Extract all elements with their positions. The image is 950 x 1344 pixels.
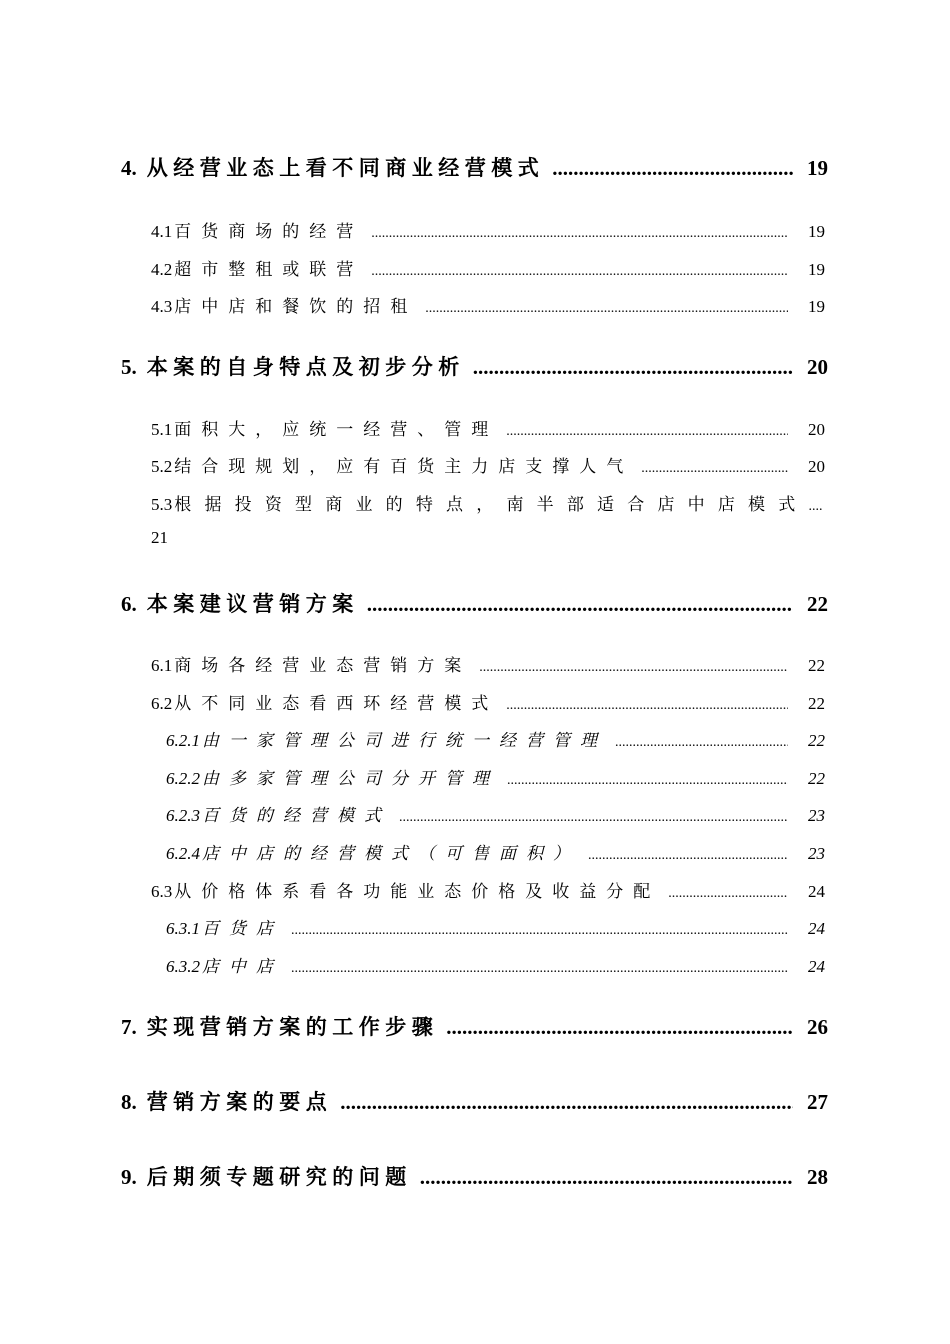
dot-leader: .... [808, 499, 823, 514]
toc-page: 21 [151, 528, 168, 547]
toc-number: 5. [121, 355, 137, 379]
toc-number: 6.2.1 [166, 731, 200, 750]
toc-page: 20 [808, 420, 825, 439]
toc-number: 6.2.3 [166, 806, 200, 825]
dot-leader [371, 226, 788, 242]
toc-title: 从价格体系看各功能业态价格及收益分配 [174, 882, 661, 901]
toc-title: 后期须专题研究的问题 [146, 1165, 412, 1189]
toc-number: 4.1 [151, 222, 173, 241]
toc-page: 27 [807, 1090, 828, 1114]
toc-page: 24 [808, 882, 825, 901]
dot-leader [668, 886, 788, 902]
toc-page: 24 [808, 919, 825, 938]
toc-page: 20 [807, 355, 828, 379]
toc-title: 商场各经营业态营销方案 [174, 656, 472, 675]
toc-page: 24 [808, 957, 825, 976]
toc-title: 店中店的经营模式（可售面积） [202, 844, 580, 863]
toc-number: 6.1 [151, 656, 173, 675]
toc-number: 4.2 [151, 260, 173, 279]
toc-title: 店中店 [202, 957, 283, 976]
toc-title: 由多家管理公司分开管理 [202, 769, 499, 788]
dot-leader [446, 1015, 793, 1040]
toc-number: 6.3.1 [166, 919, 200, 938]
toc-page: 22 [808, 694, 825, 713]
dot-leader [506, 424, 788, 440]
toc-title: 从经营业态上看不同商业经营模式 [146, 156, 545, 180]
toc-number: 6.2.2 [166, 769, 200, 788]
toc-number: 6.2 [151, 694, 173, 713]
toc-title: 本案建议营销方案 [146, 592, 359, 616]
dot-leader [371, 264, 788, 280]
dot-leader [473, 355, 793, 380]
toc-title: 百货店 [202, 919, 283, 938]
dot-leader [506, 698, 788, 714]
toc-title: 由一家管理公司进行统一经营管理 [202, 731, 607, 750]
toc-number: 6.3.2 [166, 957, 200, 976]
toc-page: 26 [807, 1015, 828, 1039]
toc-page: 22 [808, 656, 825, 675]
toc-title: 从不同业态看西环经营模式 [174, 694, 499, 713]
toc-page: 22 [807, 592, 828, 616]
toc-page: 28 [807, 1165, 828, 1189]
toc-title: 百货商场的经营 [174, 222, 364, 241]
dot-leader [340, 1090, 793, 1115]
toc-title: 超市整租或联营 [174, 260, 364, 279]
toc-page: 19 [808, 297, 825, 316]
toc-number: 7. [121, 1015, 137, 1039]
toc-number: 8. [121, 1090, 137, 1114]
toc-title: 百货的经营模式 [202, 806, 391, 825]
toc-page: 22 [808, 731, 825, 750]
dot-leader [507, 773, 788, 789]
toc-page: 22 [808, 769, 825, 788]
toc-page: 19 [808, 260, 825, 279]
dot-leader [399, 810, 788, 826]
toc-title: 结合现规划，应有百货主力店支撑人气 [174, 457, 634, 476]
dot-leader [615, 735, 788, 751]
dot-leader [588, 848, 788, 864]
toc-title: 根据投资型商业的特点，南半部适合店中店模式 [174, 495, 809, 514]
toc-title: 实现营销方案的工作步骤 [146, 1015, 439, 1039]
toc-number: 6.3 [151, 882, 173, 901]
dot-leader [420, 1165, 793, 1190]
dot-leader [291, 961, 788, 977]
dot-leader [641, 461, 788, 477]
dot-leader [367, 592, 793, 617]
toc-number: 5.2 [151, 457, 173, 476]
toc-number: 4. [121, 156, 137, 180]
toc-number: 6. [121, 592, 137, 616]
dot-leader [552, 156, 793, 181]
dot-leader [425, 301, 788, 317]
toc-page: 19 [808, 222, 825, 241]
toc-number: 9. [121, 1165, 137, 1189]
toc-page: 23 [808, 844, 825, 863]
dot-leader [291, 923, 788, 939]
toc-title: 本案的自身特点及初步分析 [146, 355, 465, 379]
toc-number: 5.1 [151, 420, 173, 439]
toc-page: 20 [808, 457, 825, 476]
dot-leader [479, 660, 788, 676]
toc-title: 店中店和餐饮的招租 [174, 297, 418, 316]
toc-page: 19 [807, 156, 828, 180]
toc-number: 6.2.4 [166, 844, 200, 863]
toc-number: 4.3 [151, 297, 173, 316]
toc-page: 23 [808, 806, 825, 825]
toc-title: 面积大，应统一经营、管理 [174, 420, 499, 439]
toc-number: 5.3 [151, 495, 173, 514]
toc-title: 营销方案的要点 [146, 1090, 333, 1114]
